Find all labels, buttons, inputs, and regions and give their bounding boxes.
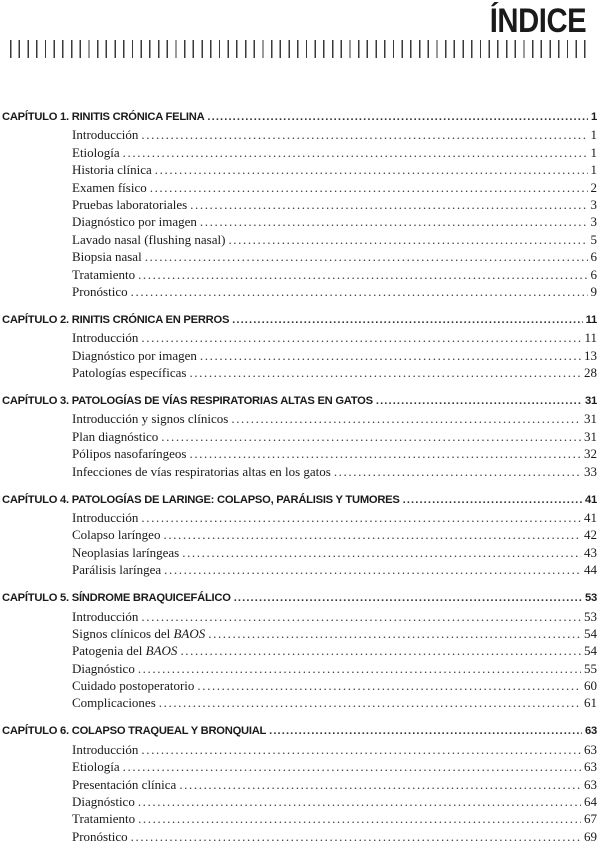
section-entry[interactable] [0,463,600,480]
section-page-number: 41 [584,509,597,525]
section-page-number: 1 [590,162,597,178]
section-title: Neoplasias laríngeas [72,544,180,560]
section-title: Historia clínica [72,162,152,178]
section-title: Introducción [72,127,139,143]
dot-leader [145,248,588,265]
section-entry[interactable] [0,810,600,827]
section-page-number: 63 [584,776,597,792]
dot-leader [208,625,581,642]
section-title: Introducción [72,509,139,525]
chapter-name: SÍNDROME BRAQUICEFÁLICO [71,592,231,605]
toc-chapter [0,393,600,480]
dot-leader [197,677,581,694]
section-page-number: 67 [584,811,597,827]
section-page-number: 6 [590,266,597,282]
dot-leader [207,109,588,126]
chapter-name: RINITIS CRÓNICA FELINA [71,111,205,123]
section-entry[interactable] [0,642,600,659]
section-entry[interactable] [0,741,600,758]
section-title: Examen físico [72,179,147,195]
toc-chapter [0,723,600,845]
section-title: Diagnóstico por imagen [72,347,197,363]
section-page-number: 43 [584,544,597,560]
section-page-number: 31 [584,411,597,427]
toc-chapter [0,590,600,712]
chapter-entry[interactable] [0,109,600,126]
section-title: Biopsia nasal [72,249,142,265]
section-page-number: 42 [584,527,597,543]
section-title: Etiología [72,759,120,775]
dot-leader [141,329,581,346]
section-entry[interactable] [0,561,600,578]
section-entry[interactable] [0,660,600,677]
section-title: Pólipos nasofaríngeos [72,446,187,462]
section-entry[interactable] [0,793,600,810]
dot-leader [228,231,587,248]
section-title: Signos clínicos del BAOS [72,625,206,641]
dot-leader [141,126,587,143]
dot-leader [150,179,588,196]
dot-leader [138,810,581,827]
dot-leader [231,410,581,427]
section-title: Introducción [72,608,139,624]
page-title: ÍNDICE [489,2,586,40]
section-entry[interactable] [0,625,600,642]
section-title: Introducción [72,330,139,346]
chapter-name: PATOLOGÍAS DE VÍAS RESPIRATORIAS ALTAS EN GATOS [71,395,373,408]
dot-leader [376,393,582,410]
chapter-entry[interactable] [0,312,600,329]
dot-leader [200,213,588,230]
section-page-number: 28 [584,365,597,381]
section-page-number: 63 [584,759,597,775]
section-title: Diagnóstico por imagen [72,214,197,230]
dot-leader [232,312,582,329]
section-entry[interactable] [0,283,600,300]
section-entry[interactable] [0,161,600,178]
section-title: Plan diagnóstico [72,428,159,444]
section-title: Tratamiento [72,811,136,827]
section-page-number: 3 [590,196,597,212]
section-page-number: 1 [590,127,597,143]
dot-leader [163,526,581,543]
dot-leader [131,283,588,300]
chapter-label: CAPÍTULO 2. [2,313,69,326]
section-entry[interactable] [0,677,600,694]
chapter-title [2,393,373,410]
dot-leader [141,741,581,758]
section-page-number: 54 [584,643,597,659]
chapter-entry[interactable] [0,723,600,740]
section-title: Diagnóstico [72,794,135,810]
chapter-label: CAPÍTULO 1. [2,111,69,123]
section-page-number: 9 [590,283,597,299]
section-title: Complicaciones [72,695,156,711]
chapter-name: COLAPSO TRAQUEAL Y BRONQUIAL [71,725,267,738]
section-entry[interactable] [0,509,600,526]
chapter-title [2,723,266,740]
section-page-number: 69 [584,828,597,844]
dot-leader [155,161,588,178]
chapter-page-number: 63 [584,725,597,738]
section-entry[interactable] [0,266,600,283]
dot-leader [138,660,581,677]
section-entry[interactable] [0,526,600,543]
chapter-page-number: 41 [584,493,597,506]
section-title: Introducción [72,741,139,757]
table-of-contents [0,109,600,857]
dot-leader [403,492,582,509]
chapter-page-number: 53 [584,592,597,605]
section-entry[interactable] [0,428,600,445]
section-title: Diagnóstico [72,660,135,676]
section-title: Tratamiento [72,266,136,282]
section-entry[interactable] [0,544,600,561]
dot-leader [200,347,581,364]
chapter-title [2,492,400,509]
dot-leader [138,793,581,810]
dot-leader [189,364,581,381]
section-page-number: 31 [584,428,597,444]
chapter-entry[interactable] [0,590,600,607]
dot-leader [180,642,581,659]
toc-chapter [0,492,600,579]
section-title: Pronóstico [72,828,128,844]
section-entry[interactable] [0,776,600,793]
chapter-entry[interactable] [0,492,600,509]
section-page-number: 6 [590,249,597,265]
section-page-number: 55 [584,660,597,676]
chapter-title [2,590,231,607]
section-entry[interactable] [0,126,600,143]
section-title: Pronóstico [72,283,128,299]
section-title: Etiología [72,144,120,160]
dot-leader [131,828,581,845]
section-entry[interactable] [0,445,600,462]
section-page-number: 5 [590,231,597,247]
dot-leader [161,428,581,445]
section-entry[interactable] [0,828,600,845]
dot-leader [189,445,581,462]
section-title: Patogenia del BAOS [72,643,178,659]
chapter-name: PATOLOGÍAS DE LARINGE: COLAPSO, PARÁLISIS Y TUMORES [71,493,400,506]
section-title: Colapso laríngeo [72,527,161,543]
section-page-number: 61 [584,695,597,711]
section-page-number: 54 [584,625,597,641]
section-page-number: 32 [584,446,597,462]
chapter-label: CAPÍTULO 6. [2,725,69,738]
dot-leader [334,463,581,480]
chapter-page-number: 1 [590,111,597,123]
dot-leader [123,144,588,161]
section-entry[interactable] [0,248,600,265]
section-title: Parálisis laríngea [72,562,162,578]
dot-leader [141,608,581,625]
section-page-number: 13 [584,347,597,363]
dot-leader [182,544,581,561]
toc-chapter [0,109,600,300]
section-entry[interactable] [0,179,600,196]
section-entry[interactable] [0,144,600,161]
chapter-name: RINITIS CRÓNICA EN PERROS [71,313,230,326]
section-page-number: 11 [584,330,597,346]
section-entry[interactable] [0,694,600,711]
section-entry[interactable] [0,329,600,346]
dot-leader [123,758,581,775]
section-page-number: 33 [584,463,597,479]
section-entry[interactable] [0,608,600,625]
dot-leader [138,266,587,283]
section-page-number: 53 [584,608,597,624]
dot-leader [269,723,582,740]
dot-leader [141,509,581,526]
section-title: Patologías específicas [72,365,187,381]
section-title: Pruebas laboratoriales [72,196,188,212]
section-page-number: 2 [590,179,597,195]
dot-leader [190,196,587,213]
section-entry[interactable] [0,347,600,364]
chapter-title [2,312,229,329]
section-title: Lavado nasal (flushing nasal) [72,231,226,247]
dot-leader [159,694,581,711]
chapter-entry[interactable] [0,393,600,410]
decorative-tick-rule [10,40,592,58]
section-entry[interactable] [0,758,600,775]
section-entry[interactable] [0,213,600,230]
section-title: Introducción y signos clínicos [72,411,229,427]
dot-leader [164,561,581,578]
section-title: Infecciones de vías respiratorias altas en los gatos [72,463,331,479]
section-entry[interactable] [0,196,600,213]
section-title: Cuidado postoperatorio [72,678,195,694]
section-entry[interactable] [0,410,600,427]
dot-leader [179,776,581,793]
chapter-label: CAPÍTULO 4. [2,493,69,506]
section-page-number: 1 [590,144,597,160]
chapter-page-number: 31 [584,395,597,408]
chapter-label: CAPÍTULO 3. [2,395,69,408]
toc-chapter [0,312,600,382]
section-page-number: 60 [584,678,597,694]
dot-leader [234,590,582,607]
chapter-title [2,109,204,126]
section-entry[interactable] [0,231,600,248]
section-page-number: 63 [584,741,597,757]
chapter-label: CAPÍTULO 5. [2,592,69,605]
chapter-page-number: 11 [585,313,597,326]
section-title: Presentación clínica [72,776,177,792]
section-page-number: 3 [590,214,597,230]
section-entry[interactable] [0,364,600,381]
section-page-number: 64 [584,794,597,810]
section-page-number: 44 [584,562,597,578]
